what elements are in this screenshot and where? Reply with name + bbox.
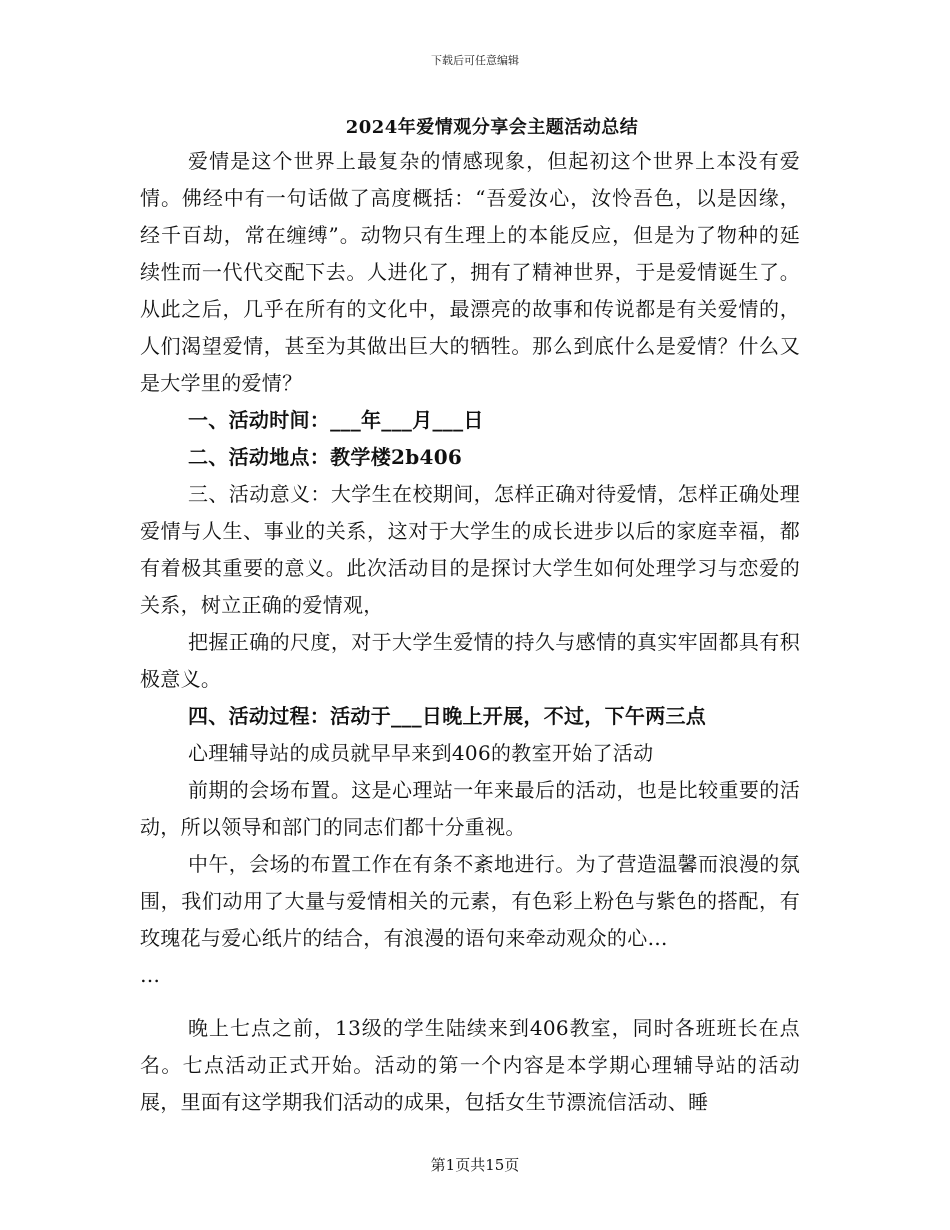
paragraph-significance-continued: 把握正确的尺度，对于大学生爱情的持久与感情的真实牢固都具有积极意义。 [140,630,800,691]
document-title: 2024年爱情观分享会主题活动总结 [345,117,639,138]
paragraph-noon-setup: 中午，会场的布置工作在有条不紊地进行。为了营造温馨而浪漫的氛围，我们动用了大量与爱情相关的元素，有色彩上粉色与紫色的搭配，有玫瑰花与爱心纸片的结合，有浪漫的语句来牵动观众的心… [140,852,800,950]
paragraph-counseling-station: 心理辅导站的成员就早早来到406的教室开始了活动 [188,741,654,765]
paragraph-activity-significance: 三、活动意义：大学生在校期间，怎样正确对待爱情，怎样正确处理爱情与人生、事业的关系，这对于大学生的成长进步以后的家庭幸福，都有着极其重要的意义。此次活动目的是探讨大学生如何处理学习与恋爱的关系，树立正确的爱情观， [140,482,800,617]
page-number: 第1页共15页 [430,1156,520,1174]
paragraph-activity-location: 二、活动地点：教学楼2b406 [188,445,463,469]
paragraph-venue-setup: 前期的会场布置。这是心理站一年来最后的活动，也是比较重要的活动，所以领导和部门的同志们都十分重视。 [140,778,800,839]
header-note: 下载后可任意编辑 [431,54,519,67]
paragraph-intro: 爱情是这个世界上最复杂的情感现象，但起初这个世界上本没有爱情。佛经中有一句话做了高度概括：“吾爱汝心，汝怜吾色，以是因缘，经千百劫，常在缠缚”。动物只有生理上的本能反应，但是为了物种的延续性而一代代交配下去。人进化了，拥有了精神世界，于是爱情诞生了。从此之后，几乎在所有的文化中，最漂亮的故事和传说都是有关爱情的，人们渴望爱情，甚至为其做出巨大的牺牲。那么到底什么是爱情？什么又是大学里的爱情？ [140,149,800,395]
document-body [140,113,800,1121]
paragraph-activity-time: 一、活动时间：___年___月___日 [188,408,484,432]
paragraph-ellipsis: … [140,963,161,987]
paragraph-evening: 晚上七点之前，13级的学生陆续来到406教室，同时各班班长在点名。七点活动正式开始。活动的第一个内容是本学期心理辅导站的活动展，里面有这学期我们活动的成果，包括女生节漂流信活动、睡 [140,1016,800,1114]
paragraph-activity-process: 四、活动过程：活动于___日晚上开展，不过，下午两三点 [188,704,707,728]
